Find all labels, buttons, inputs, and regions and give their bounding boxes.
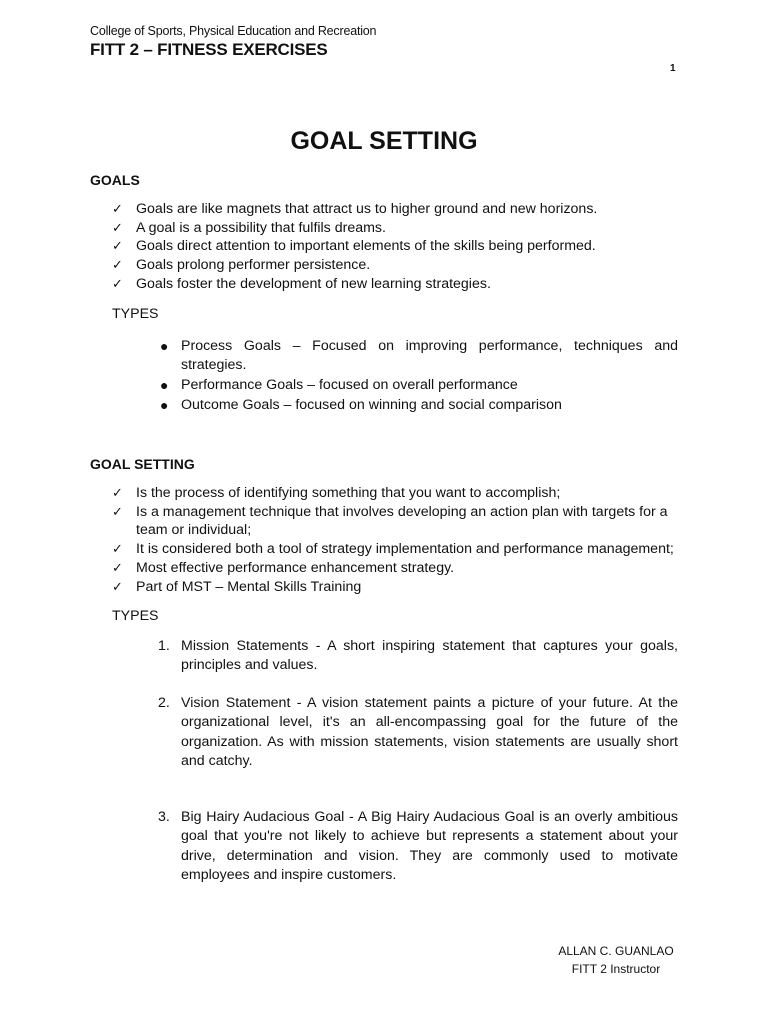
- checkmark-icon: ✓: [112, 201, 123, 216]
- instructor-role: FITT 2 Instructor: [571, 962, 661, 976]
- list-item: ● Performance Goals – focused on overall performance: [160, 377, 518, 393]
- item-number: 2.: [158, 695, 170, 711]
- page-number: 1: [670, 63, 676, 74]
- checkmark-icon: ✓: [112, 541, 123, 557]
- checkmark-icon: ✓: [112, 219, 123, 235]
- list-item: ✓ Goals prolong performer persistence.: [112, 257, 371, 274]
- item-number: 1.: [158, 638, 170, 654]
- goals-checklist: [112, 200, 680, 294]
- instructor-name: ALLAN C. GUANLAO: [558, 944, 674, 958]
- checkmark-icon: ✓: [112, 257, 123, 273]
- checkmark-icon: ✓: [112, 238, 123, 254]
- checkmark-icon: ✓: [112, 275, 123, 291]
- checkmark-icon: ✓: [112, 559, 123, 575]
- list-item: ✓ A goal is a possibility that fulfils dreams.: [112, 219, 386, 236]
- checkmark-icon: ✓: [112, 485, 123, 500]
- goal-setting-checklist: [112, 484, 680, 596]
- numbered-item: [158, 637, 678, 676]
- goal-setting-heading: GOAL SETTING: [90, 456, 195, 472]
- numbered-item: [158, 808, 678, 885]
- college-name: College of Sports, Physical Education and Recreation: [90, 24, 377, 38]
- checkmark-icon: ✓: [112, 503, 123, 519]
- list-item: ✓ Part of MST – Mental Skills Training: [112, 578, 362, 595]
- list-item: ✓ Is the process of identifying something that you want to accomplish;: [112, 485, 561, 501]
- bullet-icon: ●: [160, 338, 169, 354]
- list-item: ✓ Goals are like magnets that attract us to higher ground and new horizons.: [112, 201, 598, 217]
- goals-heading: GOALS: [90, 172, 140, 188]
- item-text: Vision Statement - A vision statement paints a picture of your future. At the organizational level, it's an all-encompassing goal for the future of the organization. As with mission statements, vision statements are usually short and catchy.: [181, 695, 678, 769]
- list-item: ✓ Goals direct attention to important elements of the skills being performed.: [112, 238, 596, 255]
- list-item: ● Process Goals – Focused on improving performance, techniques and strategies.: [160, 338, 678, 373]
- list-item: ✓ It is considered both a tool of strategy implementation and performance management;: [112, 541, 674, 558]
- bullet-icon: ●: [160, 377, 169, 393]
- bullet-icon: ●: [160, 397, 169, 414]
- list-item: ✓ Most effective performance enhancement strategy.: [112, 559, 455, 576]
- list-item: ✓ Goals foster the development of new learning strategies.: [112, 275, 491, 292]
- goal-types-list: [158, 337, 678, 417]
- goal-setting-types-label: TYPES: [112, 608, 159, 624]
- goals-types-label: TYPES: [112, 306, 159, 322]
- page-title: GOAL SETTING: [290, 127, 478, 155]
- checkmark-icon: ✓: [112, 578, 123, 594]
- item-text: Big Hairy Audacious Goal - A Big Hairy Audacious Goal is an overly ambitious goal that you're not likely to achieve but represents a statement about your drive, determination and vision. They are commonly used to motivate employees and inspire customers.: [181, 809, 678, 883]
- course-title: FITT 2 – FITNESS EXERCISES: [90, 40, 328, 59]
- item-text: Mission Statements - A short inspiring statement that captures your goals, principles and values.: [181, 638, 678, 674]
- item-number: 3.: [158, 809, 170, 825]
- list-item: ● Outcome Goals – focused on winning and social comparison: [160, 397, 562, 414]
- list-item: ✓ Is a management technique that involves developing an action plan with targets for a team or individual;: [112, 503, 668, 539]
- numbered-item: [158, 694, 678, 771]
